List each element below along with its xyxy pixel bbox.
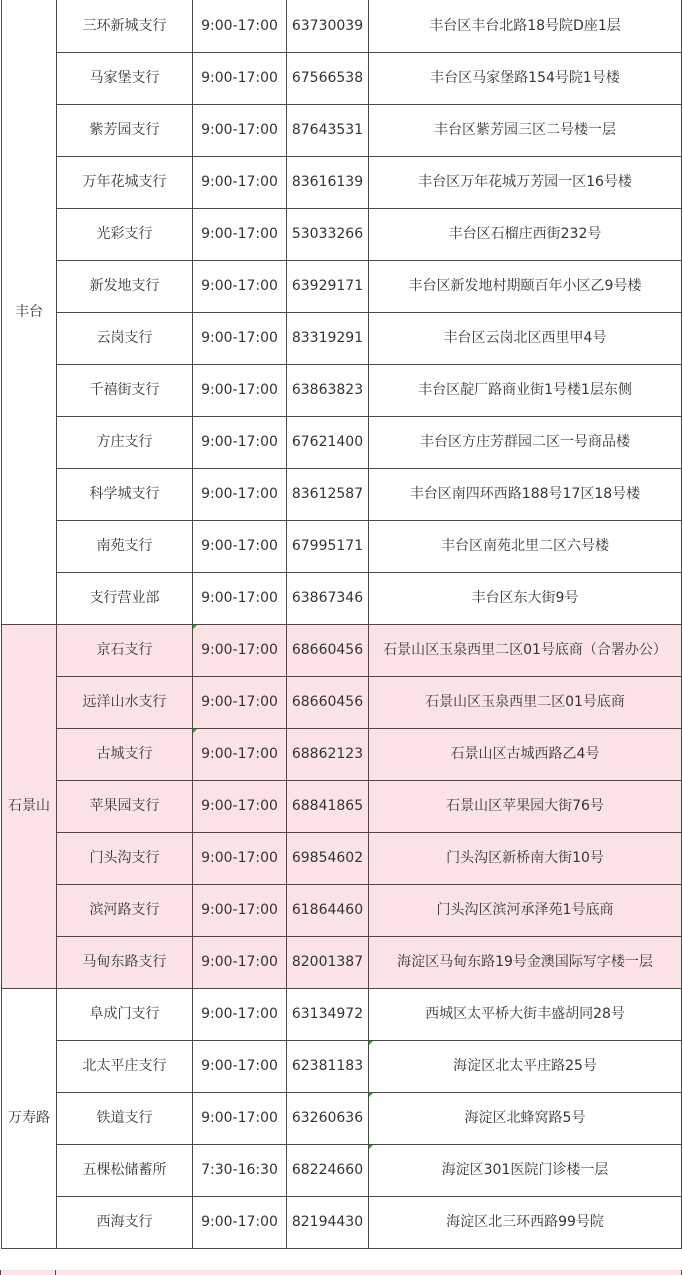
phone-number-cell: 83612587 [287, 468, 369, 520]
phone-number-cell: 82001387 [287, 936, 369, 988]
business-hours-cell: 9:00-17:00 [193, 988, 287, 1040]
address-cell: 丰台区万年花城万芳园一区16号楼 [369, 156, 682, 208]
business-hours-cell: 9:00-17:00 [193, 520, 287, 572]
business-hours-cell: 9:00-17:00 [193, 572, 287, 624]
next-section-edge-right [56, 1270, 682, 1275]
branch-row [2, 208, 682, 260]
branch-row [2, 624, 682, 676]
phone-number-cell: 62381183 [287, 1040, 369, 1092]
branch-name-cell: 支行营业部 [57, 572, 193, 624]
branch-name-cell: 滨河路支行 [57, 884, 193, 936]
phone-number-cell: 83319291 [287, 312, 369, 364]
branch-row [2, 780, 682, 832]
address-cell: 丰台区新发地村期颐百年小区乙9号楼 [369, 260, 682, 312]
phone-number-cell: 67621400 [287, 416, 369, 468]
address-cell: 石景山区玉泉西里二区01号底商（合署办公） [369, 624, 682, 676]
address-cell: 丰台区石榴庄西街232号 [369, 208, 682, 260]
branch-name-cell: 古城支行 [57, 728, 193, 780]
branch-row [2, 312, 682, 364]
cell-marker [193, 729, 197, 733]
business-hours-cell: 9:00-17:00 [193, 104, 287, 156]
business-hours-cell: 7:30-16:30 [193, 1144, 287, 1196]
branch-name-cell: 马甸东路支行 [57, 936, 193, 988]
business-hours-cell: 9:00-17:00 [193, 1092, 287, 1144]
phone-number-cell: 61864460 [287, 884, 369, 936]
business-hours-cell: 9:00-17:00 [193, 884, 287, 936]
phone-number-cell: 63867346 [287, 572, 369, 624]
branch-row [2, 520, 682, 572]
phone-number-cell: 63863823 [287, 364, 369, 416]
branch-name-cell: 南苑支行 [57, 520, 193, 572]
branch-row [2, 884, 682, 936]
branch-row [2, 676, 682, 728]
branch-name-cell: 京石支行 [57, 624, 193, 676]
address-cell: 海淀区北蜂窝路5号 [369, 1092, 682, 1144]
branch-name-cell: 北太平庄支行 [57, 1040, 193, 1092]
address-cell: 丰台区丰台北路18号院D座1层 [369, 0, 682, 52]
branch-name-cell: 紫芳园支行 [57, 104, 193, 156]
business-hours-cell: 9:00-17:00 [193, 624, 287, 676]
branch-name-cell: 三环新城支行 [57, 0, 193, 52]
branch-row [2, 1144, 682, 1196]
phone-number-cell: 63730039 [287, 0, 369, 52]
business-hours-cell: 9:00-17:00 [193, 364, 287, 416]
phone-number-cell: 68660456 [287, 624, 369, 676]
branch-name-cell: 西海支行 [57, 1196, 193, 1248]
district-cell: 万寿路 [2, 988, 57, 1248]
address-cell: 海淀区301医院门诊楼一层 [369, 1144, 682, 1196]
branch-row [2, 1196, 682, 1248]
address-cell: 丰台区南四环西路188号17区18号楼 [369, 468, 682, 520]
phone-number-cell: 83616139 [287, 156, 369, 208]
address-cell: 海淀区马甸东路19号金澳国际写字楼一层 [369, 936, 682, 988]
business-hours-cell: 9:00-17:00 [193, 832, 287, 884]
address-cell: 丰台区马家堡路154号院1号楼 [369, 52, 682, 104]
branch-row [2, 156, 682, 208]
branch-name-cell: 万年花城支行 [57, 156, 193, 208]
branch-row [2, 364, 682, 416]
branch-row [2, 0, 682, 52]
phone-number-cell: 68862123 [287, 728, 369, 780]
branch-name-cell: 马家堡支行 [57, 52, 193, 104]
branch-name-cell: 门头沟支行 [57, 832, 193, 884]
business-hours-cell: 9:00-17:00 [193, 416, 287, 468]
address-cell: 石景山区苹果园大街76号 [369, 780, 682, 832]
branch-row [2, 52, 682, 104]
business-hours-cell: 9:00-17:00 [193, 1040, 287, 1092]
business-hours-cell: 9:00-17:00 [193, 260, 287, 312]
address-cell: 门头沟区滨河承泽苑1号底商 [369, 884, 682, 936]
branch-row [2, 104, 682, 156]
address-cell: 丰台区靛厂路商业街1号楼1层东侧 [369, 364, 682, 416]
next-section-edge-left [0, 1270, 56, 1275]
phone-number-cell: 68841865 [287, 780, 369, 832]
phone-number-cell: 63134972 [287, 988, 369, 1040]
address-cell: 丰台区云岗北区西里甲4号 [369, 312, 682, 364]
next-section-edge [0, 1270, 682, 1275]
business-hours-cell: 9:00-17:00 [193, 52, 287, 104]
branch-name-cell: 千禧街支行 [57, 364, 193, 416]
branch-table-body [2, 0, 682, 1248]
business-hours-cell: 9:00-17:00 [193, 676, 287, 728]
address-cell: 海淀区北太平庄路25号 [369, 1040, 682, 1092]
branch-name-cell: 阜成门支行 [57, 988, 193, 1040]
phone-number-cell: 69854602 [287, 832, 369, 884]
district-cell: 石景山 [2, 624, 57, 988]
branch-name-cell: 科学城支行 [57, 468, 193, 520]
cell-marker [369, 1093, 373, 1097]
phone-number-cell: 63929171 [287, 260, 369, 312]
business-hours-cell: 9:00-17:00 [193, 156, 287, 208]
branch-name-cell: 方庄支行 [57, 416, 193, 468]
phone-number-cell: 53033266 [287, 208, 369, 260]
business-hours-cell: 9:00-17:00 [193, 936, 287, 988]
address-cell: 丰台区东大街9号 [369, 572, 682, 624]
address-cell: 海淀区北三环西路99号院 [369, 1196, 682, 1248]
cell-marker [193, 625, 197, 629]
cell-marker [369, 1145, 373, 1149]
branch-row [2, 988, 682, 1040]
business-hours-cell: 9:00-17:00 [193, 208, 287, 260]
cell-marker [369, 1041, 373, 1045]
branch-name-cell: 铁道支行 [57, 1092, 193, 1144]
branch-name-cell: 苹果园支行 [57, 780, 193, 832]
branch-row [2, 468, 682, 520]
business-hours-cell: 9:00-17:00 [193, 728, 287, 780]
branch-row [2, 572, 682, 624]
branch-row [2, 832, 682, 884]
branch-name-cell: 新发地支行 [57, 260, 193, 312]
branch-row [2, 1040, 682, 1092]
phone-number-cell: 67566538 [287, 52, 369, 104]
address-cell: 石景山区古城西路乙4号 [369, 728, 682, 780]
address-cell: 石景山区玉泉西里二区01号底商 [369, 676, 682, 728]
phone-number-cell: 68224660 [287, 1144, 369, 1196]
branch-row [2, 728, 682, 780]
branch-name-cell: 远洋山水支行 [57, 676, 193, 728]
branch-row [2, 1092, 682, 1144]
branch-name-cell: 五棵松储蓄所 [57, 1144, 193, 1196]
phone-number-cell: 63260636 [287, 1092, 369, 1144]
branch-name-cell: 光彩支行 [57, 208, 193, 260]
phone-number-cell: 87643531 [287, 104, 369, 156]
business-hours-cell: 9:00-17:00 [193, 312, 287, 364]
business-hours-cell: 9:00-17:00 [193, 1196, 287, 1248]
address-cell: 丰台区南苑北里二区六号楼 [369, 520, 682, 572]
branch-name-cell: 云岗支行 [57, 312, 193, 364]
phone-number-cell: 67995171 [287, 520, 369, 572]
branch-row [2, 260, 682, 312]
branch-row [2, 416, 682, 468]
district-cell: 丰台 [2, 0, 57, 624]
address-cell: 门头沟区新桥南大街10号 [369, 832, 682, 884]
business-hours-cell: 9:00-17:00 [193, 468, 287, 520]
branch-row [2, 936, 682, 988]
business-hours-cell: 9:00-17:00 [193, 0, 287, 52]
address-cell: 丰台区方庄芳群园二区一号商品楼 [369, 416, 682, 468]
phone-number-cell: 68660456 [287, 676, 369, 728]
address-cell: 西城区太平桥大街丰盛胡同28号 [369, 988, 682, 1040]
branch-table [1, 0, 682, 1249]
business-hours-cell: 9:00-17:00 [193, 780, 287, 832]
address-cell: 丰台区紫芳园三区二号楼一层 [369, 104, 682, 156]
phone-number-cell: 82194430 [287, 1196, 369, 1248]
